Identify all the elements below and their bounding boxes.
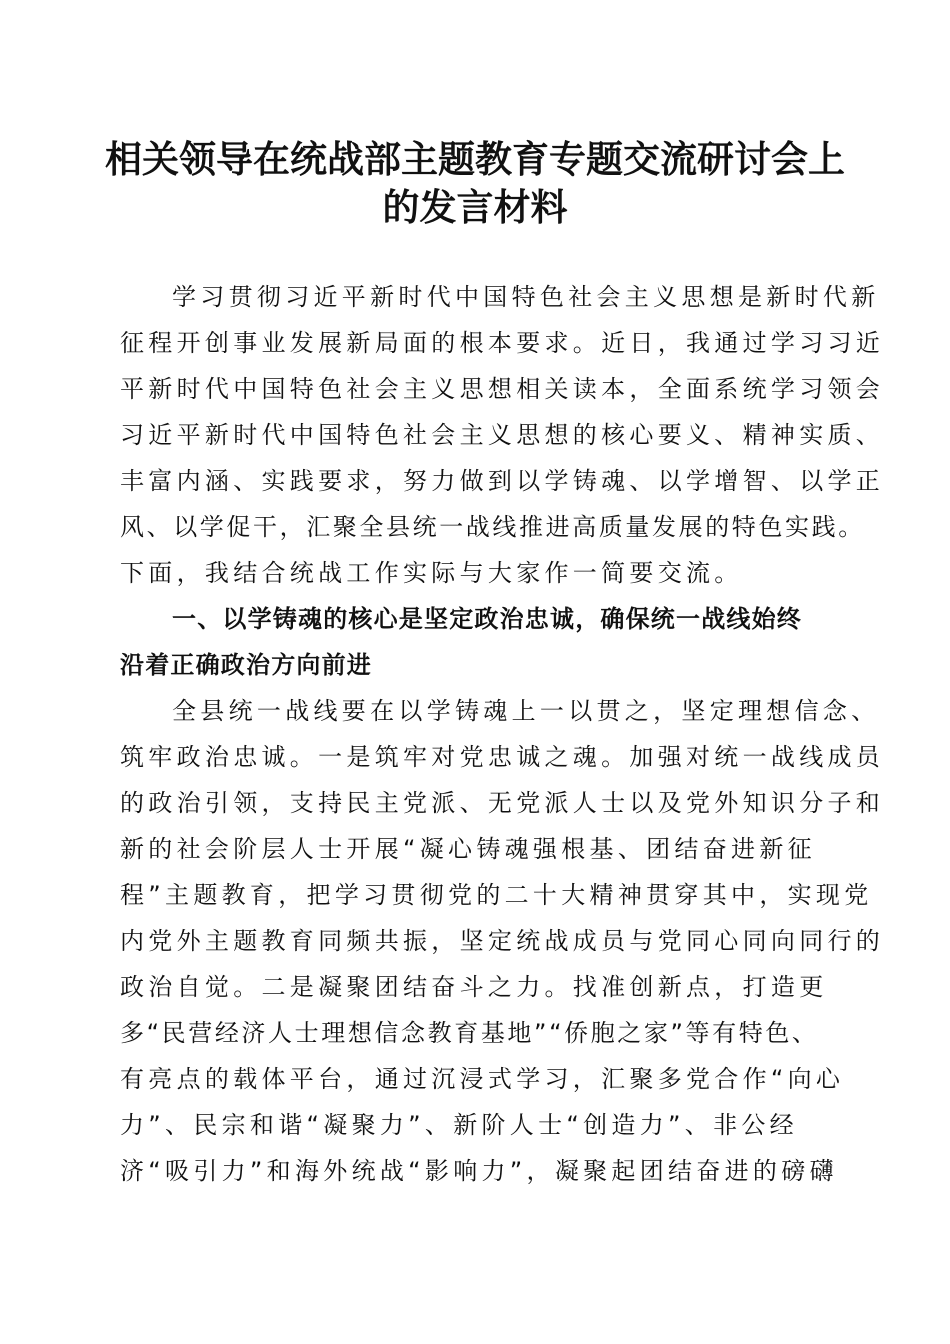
paragraph-1-line: 丰富内涵、实践要求，努力做到以学铸魂、以学增智、以学正 — [120, 467, 885, 495]
document-title-line-2: 的发言材料 — [382, 185, 568, 229]
document-body — [120, 274, 885, 1194]
section-heading-1-line: 一、以学铸魂的核心是坚定政治忠诚，确保统一战线始终 — [172, 605, 802, 633]
paragraph-1-line: 征程开创事业发展新局面的根本要求。近日，我通过学习习近 — [120, 329, 885, 357]
paragraph-2-line: 全县统一战线要在以学铸魂上一以贯之，坚定理想信念、 — [172, 697, 880, 725]
paragraph-1-line: 风、以学促干，汇聚全县统一战线推进高质量发展的特色实践。 — [120, 513, 865, 541]
document-title-line-1: 相关领导在统战部主题教育专题交流研讨会上 — [105, 137, 845, 181]
paragraph-2-line: 济“吸引力”和海外统战“影响力”，凝聚起团结奋进的磅礴 — [120, 1157, 838, 1185]
paragraph-2-line: 力”、民宗和谐“凝聚力”、新阶人士“创造力”、非公经 — [120, 1111, 798, 1139]
paragraph-2-line: 的政治引领，支持民主党派、无党派人士以及党外知识分子和 — [120, 789, 885, 817]
paragraph-2-line: 筑牢政治忠诚。一是筑牢对党忠诚之魂。加强对统一战线成员 — [120, 743, 885, 771]
paragraph-2-line: 多“民营经济人士理想信念教育基地”“侨胞之家”等有特色、 — [120, 1019, 819, 1047]
paragraph-1-line: 习近平新时代中国特色社会主义思想的核心要义、精神实质、 — [120, 421, 885, 449]
paragraph-1-line: 学习贯彻习近平新时代中国特色社会主义思想是新时代新 — [172, 283, 880, 311]
paragraph-2-line: 程”主题教育，把学习贯彻党的二十大精神贯穿其中，实现党 — [120, 881, 873, 909]
section-heading-1-line: 沿着正确政治方向前进 — [120, 651, 372, 679]
paragraph-2-line: 新的社会阶层人士开展“凝心铸魂强根基、团结奋进新征 — [120, 835, 816, 863]
paragraph-2-line: 政治自觉。二是凝聚团结奋斗之力。找准创新点，打造更 — [120, 973, 828, 1001]
paragraph-2-line: 内党外主题教育同频共振，坚定统战成员与党同心同向同行的 — [120, 927, 885, 955]
paragraph-1-line: 平新时代中国特色社会主义思想相关读本，全面系统学习领会 — [120, 375, 885, 403]
paragraph-1-line: 下面，我结合统战工作实际与大家作一简要交流。 — [120, 559, 743, 587]
paragraph-2-line: 有亮点的载体平台，通过沉浸式学习，汇聚多党合作“向心 — [120, 1065, 845, 1093]
